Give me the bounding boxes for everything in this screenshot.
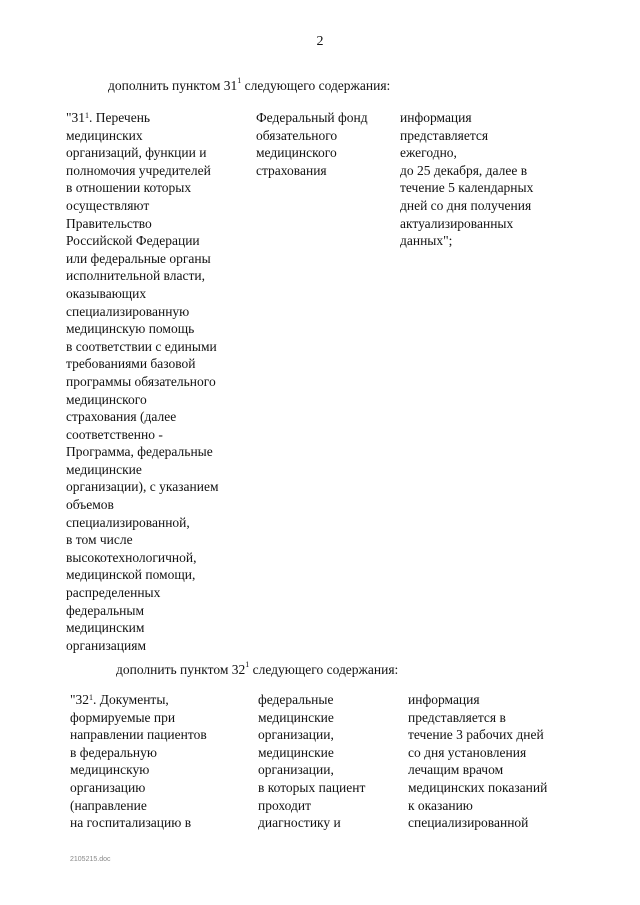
text-line: информация bbox=[408, 692, 480, 707]
text-line: организацию bbox=[70, 779, 146, 795]
text-line: организации), с указанием bbox=[66, 479, 219, 495]
text-line: медицинскую bbox=[70, 762, 150, 778]
text-line: программы обязательного bbox=[66, 373, 216, 389]
text-line: исполнительной власти, bbox=[66, 268, 205, 284]
text-line: в том числе bbox=[66, 532, 133, 548]
text-line: медицинского bbox=[66, 391, 147, 407]
intro-31-tail: следующего содержания: bbox=[241, 78, 391, 93]
text-line: Правительство bbox=[66, 215, 152, 231]
text-line: медицинские bbox=[258, 744, 334, 760]
intro-32-superscript: 1 bbox=[245, 660, 250, 669]
text-line: специализированную bbox=[66, 303, 190, 319]
text-line: медицинских bbox=[66, 127, 143, 143]
file-name-footer: 2105215.doc bbox=[70, 856, 111, 863]
item-31-quote-number: "31 bbox=[66, 110, 86, 125]
item-31-responsible bbox=[256, 109, 368, 179]
text-line: обязательного bbox=[256, 127, 338, 143]
intro-32-text: дополнить пунктом 32 bbox=[116, 662, 246, 677]
text-line: медицинские bbox=[66, 461, 142, 477]
page-number: 2 bbox=[316, 34, 324, 49]
intro-31-superscript: 1 bbox=[237, 76, 242, 85]
item-32-description bbox=[70, 691, 207, 832]
item-31-title-line bbox=[66, 109, 219, 127]
text-line: в которых пациент bbox=[258, 779, 366, 795]
item-32-title-rest: . Документы, bbox=[93, 692, 169, 707]
text-line: Федеральный фонд bbox=[256, 110, 368, 125]
item-31-superscript: 1 bbox=[85, 111, 90, 120]
text-line: оказывающих bbox=[66, 285, 147, 301]
text-line: представляется bbox=[400, 127, 489, 143]
text-line: организации, bbox=[258, 762, 334, 778]
text-line: в соответствии с едиными bbox=[66, 338, 217, 354]
item-32-superscript: 1 bbox=[89, 693, 94, 702]
text-line: Программа, федеральные bbox=[66, 444, 213, 460]
text-line: федеральным bbox=[66, 602, 145, 618]
text-line: актуализированных bbox=[400, 215, 514, 231]
text-line: медицинские bbox=[258, 709, 334, 725]
amendment-intro-31 bbox=[108, 78, 390, 94]
text-line: организаций, функции и bbox=[66, 145, 207, 161]
text-line: лечащим врачом bbox=[408, 762, 504, 778]
text-line: специализированной bbox=[408, 815, 529, 831]
text-line: данных"; bbox=[400, 233, 453, 249]
text-line: соответственно - bbox=[66, 426, 163, 442]
text-line: требованиями базовой bbox=[66, 356, 196, 372]
text-line: в федеральную bbox=[70, 744, 157, 760]
text-line: медицинских показаний bbox=[408, 779, 548, 795]
text-line: осуществляют bbox=[66, 197, 150, 213]
item-31-description bbox=[66, 109, 219, 654]
item-31-terms bbox=[400, 109, 533, 250]
item-32-quote-number: "32 bbox=[70, 692, 90, 707]
text-line: медицинским bbox=[66, 620, 145, 636]
item-32-title-line bbox=[70, 691, 207, 709]
item-32-terms bbox=[408, 691, 547, 832]
text-line: направлении пациентов bbox=[70, 727, 207, 743]
text-line: медицинской помощи, bbox=[66, 567, 196, 583]
text-line: медицинскую помощь bbox=[66, 321, 195, 337]
text-line: (направление bbox=[70, 797, 147, 813]
text-line: к оказанию bbox=[408, 797, 473, 813]
item-31-title-rest: . Перечень bbox=[89, 110, 151, 125]
text-line: на госпитализацию в bbox=[70, 815, 192, 831]
text-line: диагностику и bbox=[258, 815, 341, 831]
text-line: ежегодно, bbox=[400, 145, 457, 161]
text-line: представляется в bbox=[408, 709, 506, 725]
text-line: Российской Федерации bbox=[66, 233, 200, 249]
text-line: течение 5 календарных bbox=[400, 180, 534, 196]
text-line: страхования bbox=[256, 162, 327, 178]
intro-32-tail: следующего содержания: bbox=[249, 662, 399, 677]
text-line: течение 3 рабочих дней bbox=[408, 727, 544, 743]
text-line: в отношении которых bbox=[66, 180, 192, 196]
text-line: проходит bbox=[258, 797, 311, 813]
amendment-intro-32 bbox=[116, 662, 398, 678]
text-line: высокотехнологичной, bbox=[66, 549, 197, 565]
text-line: до 25 декабря, далее в bbox=[400, 162, 528, 178]
text-line: распределенных bbox=[66, 585, 161, 601]
text-line: со дня установления bbox=[408, 744, 527, 760]
text-line: медицинского bbox=[256, 145, 337, 161]
intro-31-text: дополнить пунктом 31 bbox=[108, 78, 238, 93]
text-line: организации, bbox=[258, 727, 334, 743]
text-line: формируемые при bbox=[70, 709, 176, 725]
text-line: федеральные bbox=[258, 692, 334, 707]
text-line: дней со дня получения bbox=[400, 197, 532, 213]
text-line: полномочия учредителей bbox=[66, 162, 211, 178]
item-32-responsible bbox=[258, 691, 365, 832]
text-line: страхования (далее bbox=[66, 409, 177, 425]
text-line: организациям bbox=[66, 637, 147, 653]
text-line: специализированной, bbox=[66, 514, 190, 530]
text-line: объемов bbox=[66, 497, 114, 513]
text-line: или федеральные органы bbox=[66, 250, 211, 266]
text-line: информация bbox=[400, 110, 472, 125]
